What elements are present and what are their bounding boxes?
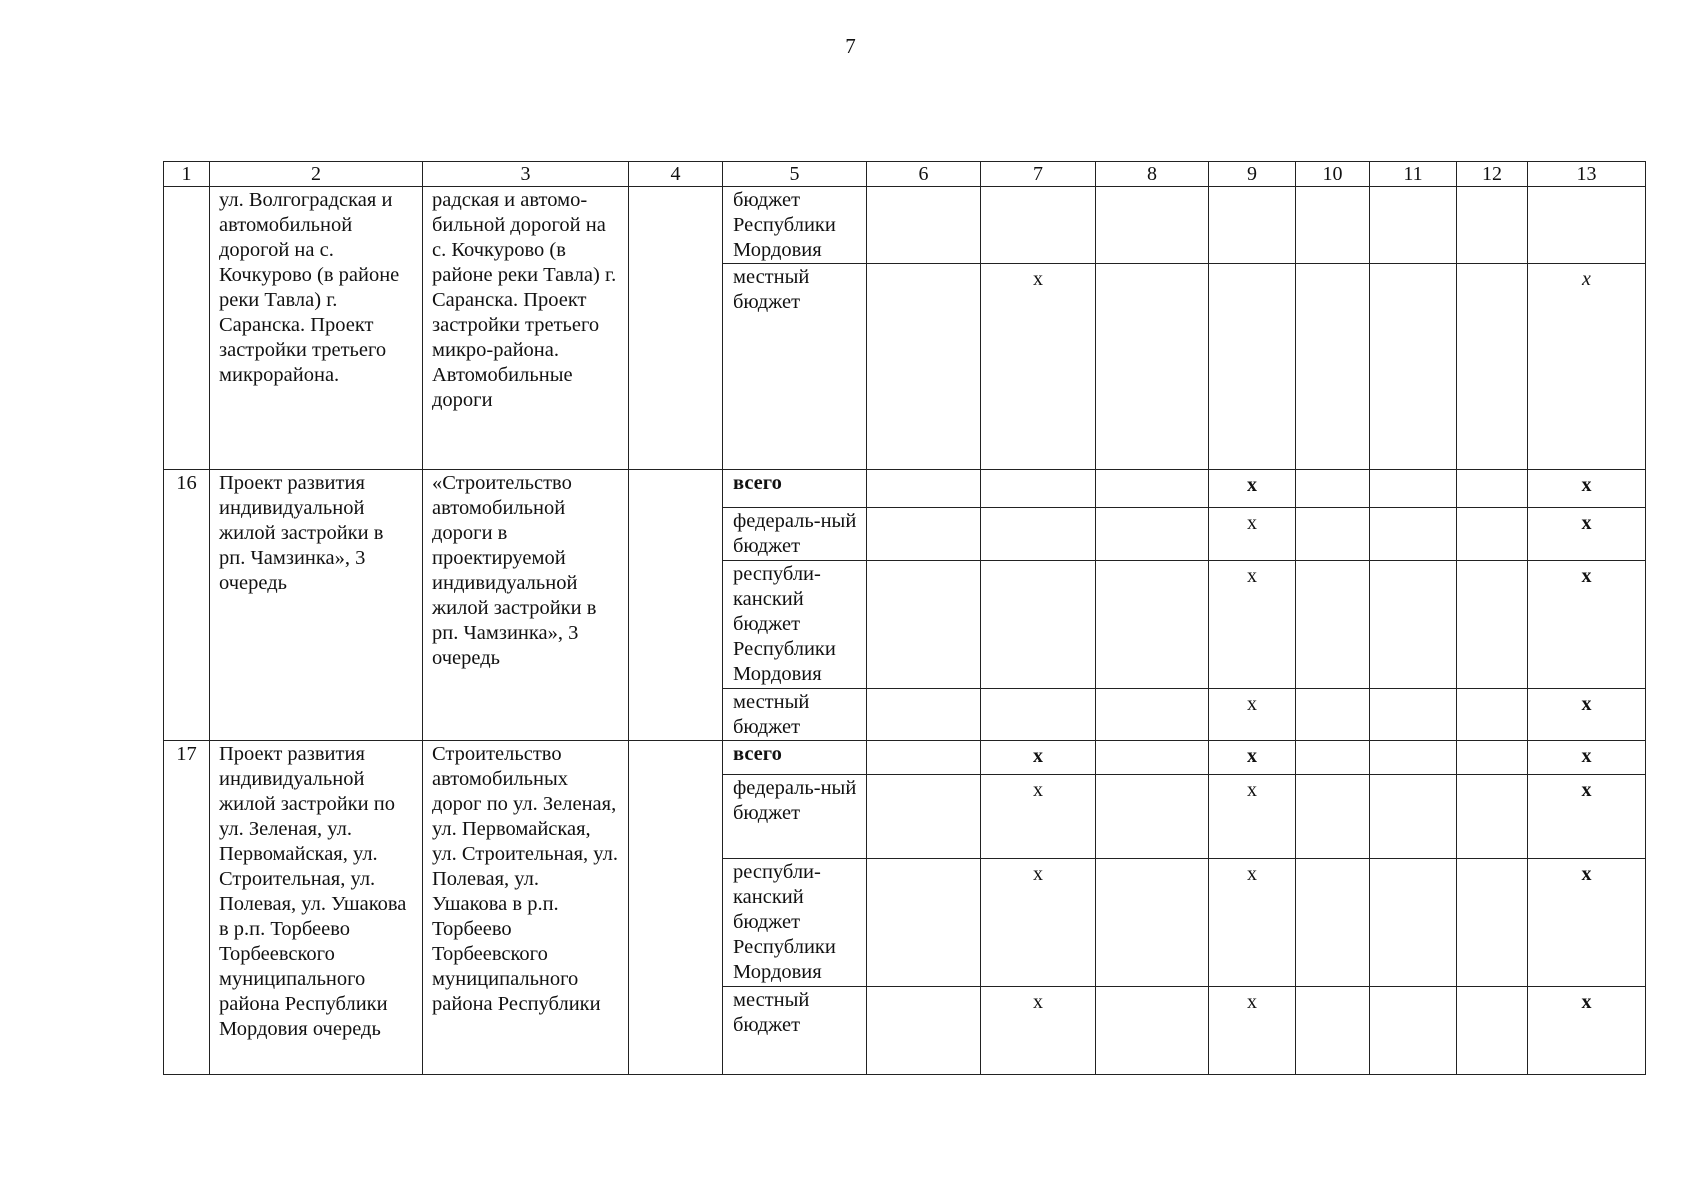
x-mark: х xyxy=(1209,561,1296,689)
value-cell xyxy=(1096,561,1209,689)
value-cell xyxy=(1370,187,1457,264)
value-cell xyxy=(1457,264,1528,470)
x-mark: х xyxy=(1528,470,1646,508)
value-cell xyxy=(1370,741,1457,775)
header-cell: 5 xyxy=(723,162,867,187)
value-cell xyxy=(1457,859,1528,987)
project-name-cell: Проект развития индивидуальной жилой застройки в рп. Чамзинка», 3 очередь xyxy=(210,470,423,741)
value-cell xyxy=(867,775,981,859)
value-cell xyxy=(1528,187,1646,264)
value-cell xyxy=(867,987,981,1075)
funding-source-cell: республи-канский бюджет Республики Мордовия xyxy=(723,561,867,689)
x-mark: х xyxy=(1209,775,1296,859)
value-cell xyxy=(867,741,981,775)
row-number-cell: 17 xyxy=(164,741,210,1075)
value-cell xyxy=(1296,187,1370,264)
funding-source-cell: всего xyxy=(723,470,867,508)
x-mark: х xyxy=(1209,470,1296,508)
value-cell xyxy=(1296,264,1370,470)
header-cell: 6 xyxy=(867,162,981,187)
empty-cell xyxy=(629,470,723,741)
header-cell: 11 xyxy=(1370,162,1457,187)
table-row xyxy=(164,187,1646,264)
table-row xyxy=(164,470,1646,508)
value-cell xyxy=(867,561,981,689)
x-mark: х xyxy=(1209,741,1296,775)
object-name-cell: «Строительство автомобильной дороги в проектируемой индивидуальной жилой застройки в рп. Чамзинка», 3 очередь xyxy=(423,470,629,741)
value-cell xyxy=(1296,470,1370,508)
value-cell xyxy=(1296,775,1370,859)
value-cell xyxy=(867,264,981,470)
header-cell: 1 xyxy=(164,162,210,187)
header-cell: 13 xyxy=(1528,162,1646,187)
header-cell: 9 xyxy=(1209,162,1296,187)
row-number-cell: 16 xyxy=(164,470,210,741)
header-cell: 8 xyxy=(1096,162,1209,187)
value-cell xyxy=(1096,508,1209,561)
funding-source-cell: местный бюджет xyxy=(723,264,867,470)
x-mark: х xyxy=(1209,859,1296,987)
x-mark: х xyxy=(1209,508,1296,561)
x-mark: х xyxy=(1528,561,1646,689)
value-cell xyxy=(1096,741,1209,775)
object-name-text: Строительство автомобильных дорог по ул. Зеленая, ул. Первомайская, ул. Строительная, ул. Полевая, ул. Ушакова в р.п. Торбеево Торбеевского муниципального района Республики xyxy=(432,743,619,1015)
funding-source-cell: федераль-ный бюджет xyxy=(723,775,867,859)
funding-source-cell: бюджет Республики Мордовия xyxy=(723,187,867,264)
value-cell xyxy=(1096,689,1209,741)
x-mark: х xyxy=(1528,689,1646,741)
value-cell xyxy=(867,470,981,508)
header-row xyxy=(164,162,1646,187)
value-cell xyxy=(867,187,981,264)
x-mark: х xyxy=(981,775,1096,859)
value-cell xyxy=(1096,187,1209,264)
object-name-cell: радская и автомо-бильной дорогой на с. Кочкурово (в районе реки Тавла) г. Саранска. Проект застройки третьего микро-района. Автомобильные дороги xyxy=(423,187,629,470)
row-number-cell xyxy=(164,187,210,470)
value-cell xyxy=(1370,775,1457,859)
x-mark: х xyxy=(1528,987,1646,1075)
x-mark: х xyxy=(981,264,1096,470)
funding-source-cell: республи-канский бюджет Республики Мордовия xyxy=(723,859,867,987)
funding-source-cell: местный бюджет xyxy=(723,689,867,741)
project-name-cell xyxy=(210,741,423,1075)
object-name-cell xyxy=(423,741,629,1075)
value-cell xyxy=(1096,859,1209,987)
value-cell xyxy=(981,689,1096,741)
value-cell xyxy=(1296,987,1370,1075)
header-cell: 10 xyxy=(1296,162,1370,187)
value-cell xyxy=(1370,561,1457,689)
value-cell xyxy=(1370,859,1457,987)
value-cell xyxy=(1096,264,1209,470)
x-mark: х xyxy=(1528,508,1646,561)
header-cell: 2 xyxy=(210,162,423,187)
value-cell xyxy=(1296,689,1370,741)
page-number: 7 xyxy=(845,34,856,58)
value-cell xyxy=(867,689,981,741)
value-cell xyxy=(1457,470,1528,508)
value-cell xyxy=(1370,987,1457,1075)
x-mark: х xyxy=(981,987,1096,1075)
table-row xyxy=(164,741,1646,775)
x-mark: х xyxy=(1528,775,1646,859)
value-cell xyxy=(1096,775,1209,859)
value-cell xyxy=(1370,264,1457,470)
value-cell xyxy=(1209,264,1296,470)
value-cell xyxy=(1457,187,1528,264)
value-cell xyxy=(981,470,1096,508)
value-cell xyxy=(1296,561,1370,689)
value-cell xyxy=(1209,187,1296,264)
budget-table xyxy=(163,161,1646,1075)
value-cell xyxy=(1370,689,1457,741)
value-cell xyxy=(1296,508,1370,561)
value-cell xyxy=(981,187,1096,264)
x-mark: х xyxy=(1528,741,1646,775)
x-mark: х xyxy=(1528,264,1646,470)
empty-cell xyxy=(629,741,723,1075)
value-cell xyxy=(1096,470,1209,508)
x-mark: х xyxy=(1209,689,1296,741)
empty-cell xyxy=(629,187,723,470)
value-cell xyxy=(1296,859,1370,987)
x-mark: х xyxy=(1209,987,1296,1075)
value-cell xyxy=(981,561,1096,689)
funding-source-cell: местный бюджет xyxy=(723,987,867,1075)
value-cell xyxy=(1457,741,1528,775)
value-cell xyxy=(981,508,1096,561)
value-cell xyxy=(867,859,981,987)
header-cell: 12 xyxy=(1457,162,1528,187)
value-cell xyxy=(1096,987,1209,1075)
value-cell xyxy=(1370,470,1457,508)
header-cell: 4 xyxy=(629,162,723,187)
x-mark: х xyxy=(981,859,1096,987)
value-cell xyxy=(1457,689,1528,741)
header-cell: 3 xyxy=(423,162,629,187)
value-cell xyxy=(1370,508,1457,561)
funding-source-cell: федераль-ный бюджет xyxy=(723,508,867,561)
funding-source-cell: всего xyxy=(723,741,867,775)
value-cell xyxy=(1457,508,1528,561)
x-mark: х xyxy=(981,741,1096,775)
header-cell: 7 xyxy=(981,162,1096,187)
value-cell xyxy=(1457,987,1528,1075)
value-cell xyxy=(1457,561,1528,689)
x-mark: х xyxy=(1528,859,1646,987)
project-name-cell: ул. Волгоградская и автомобильной дорогой на с. Кочкурово (в районе реки Тавла) г. Саранска. Проект застройки третьего микрорайона. xyxy=(210,187,423,470)
value-cell xyxy=(1457,775,1528,859)
value-cell xyxy=(867,508,981,561)
value-cell xyxy=(1296,741,1370,775)
project-name-text: Проект развития индивидуальной жилой застройки по ул. Зеленая, ул. Первомайская, ул. Строительная, ул. Полевая, ул. Ушакова в р.п. Торбеево Торбеевского муниципального района Республики Мордовия очередь xyxy=(219,743,407,1040)
